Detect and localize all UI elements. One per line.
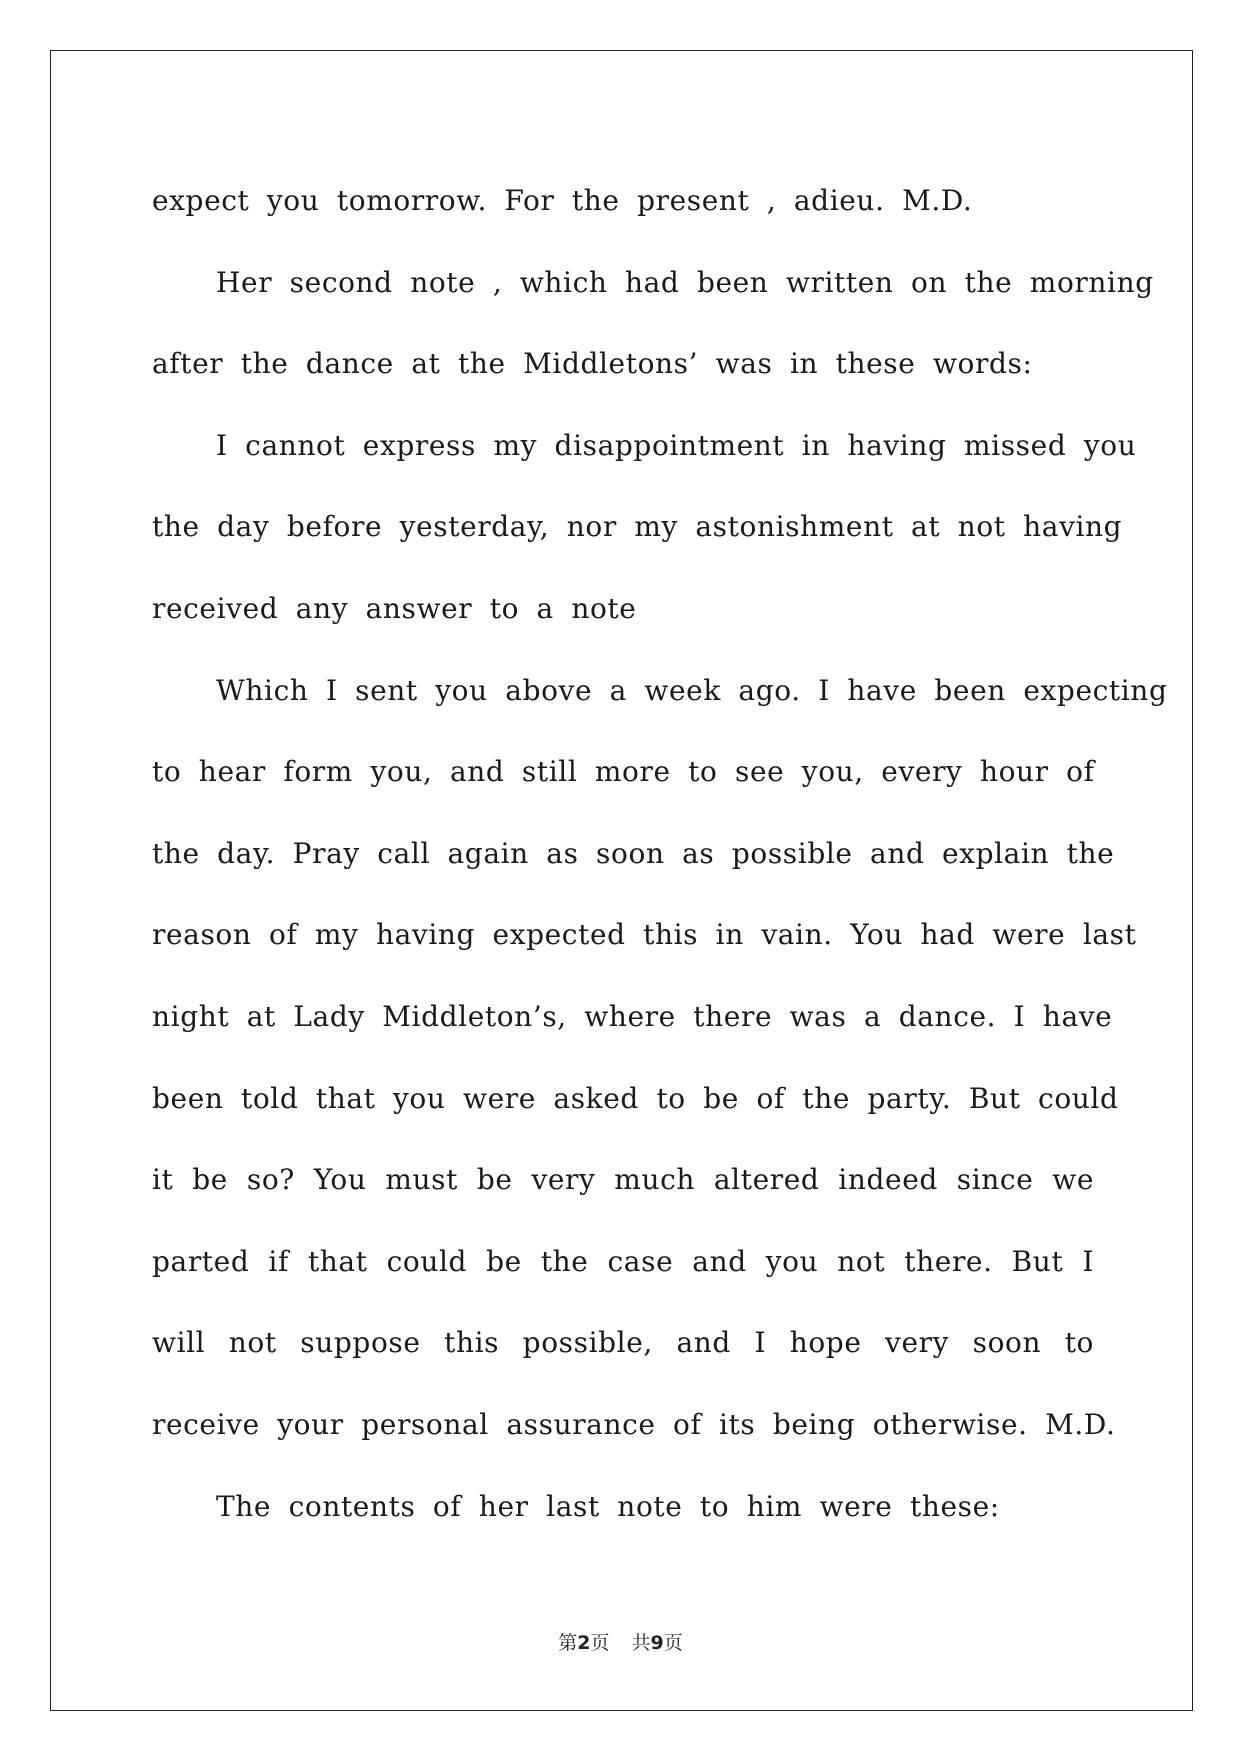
text-line: will not suppose this possible, and I hope very soon to xyxy=(152,1326,1094,1360)
text-line: I cannot express my disappointment in having missed you xyxy=(216,428,1137,462)
text-line: parted if that could be the case and you not there. But I xyxy=(152,1244,1094,1278)
page-footer xyxy=(0,1628,1241,1655)
total-page-number: 9 xyxy=(650,1632,664,1654)
text-line: night at Lady Middleton’s, where there was a dance. I have xyxy=(152,999,1113,1033)
text-line: The contents of her last note to him were these: xyxy=(216,1489,1000,1523)
text-line: reason of my having expected this in vain. You had were last xyxy=(152,918,1137,952)
text-line: Which I sent you above a week ago. I have been expecting xyxy=(216,673,1168,707)
text-line: Her second note , which had been written on the morning xyxy=(216,265,1154,299)
text-line: it be so? You must be very much altered indeed since we xyxy=(152,1163,1094,1197)
text-line: received any answer to a note xyxy=(152,591,637,625)
text-line: been told that you were asked to be of the party. But could xyxy=(152,1081,1119,1115)
total-label-prefix: 共 xyxy=(631,1632,651,1654)
page-label-suffix: 页 xyxy=(590,1632,610,1654)
text-line: after the dance at the Middletons’ was in these words: xyxy=(152,347,1033,381)
text-line: the day. Pray call again as soon as possible and explain the xyxy=(152,836,1115,870)
text-line: receive your personal assurance of its being otherwise. M.D. xyxy=(152,1407,1116,1441)
total-label-suffix: 页 xyxy=(663,1632,683,1654)
text-line: expect you tomorrow. For the present , adieu. M.D. xyxy=(152,184,973,217)
text-line: to hear form you, and still more to see you, every hour of xyxy=(152,755,1095,789)
document-body xyxy=(152,160,1168,1547)
current-page-number: 2 xyxy=(577,1632,591,1654)
page-label-prefix: 第 xyxy=(558,1632,578,1654)
text-line: the day before yesterday, nor my astonishment at not having xyxy=(152,510,1123,544)
